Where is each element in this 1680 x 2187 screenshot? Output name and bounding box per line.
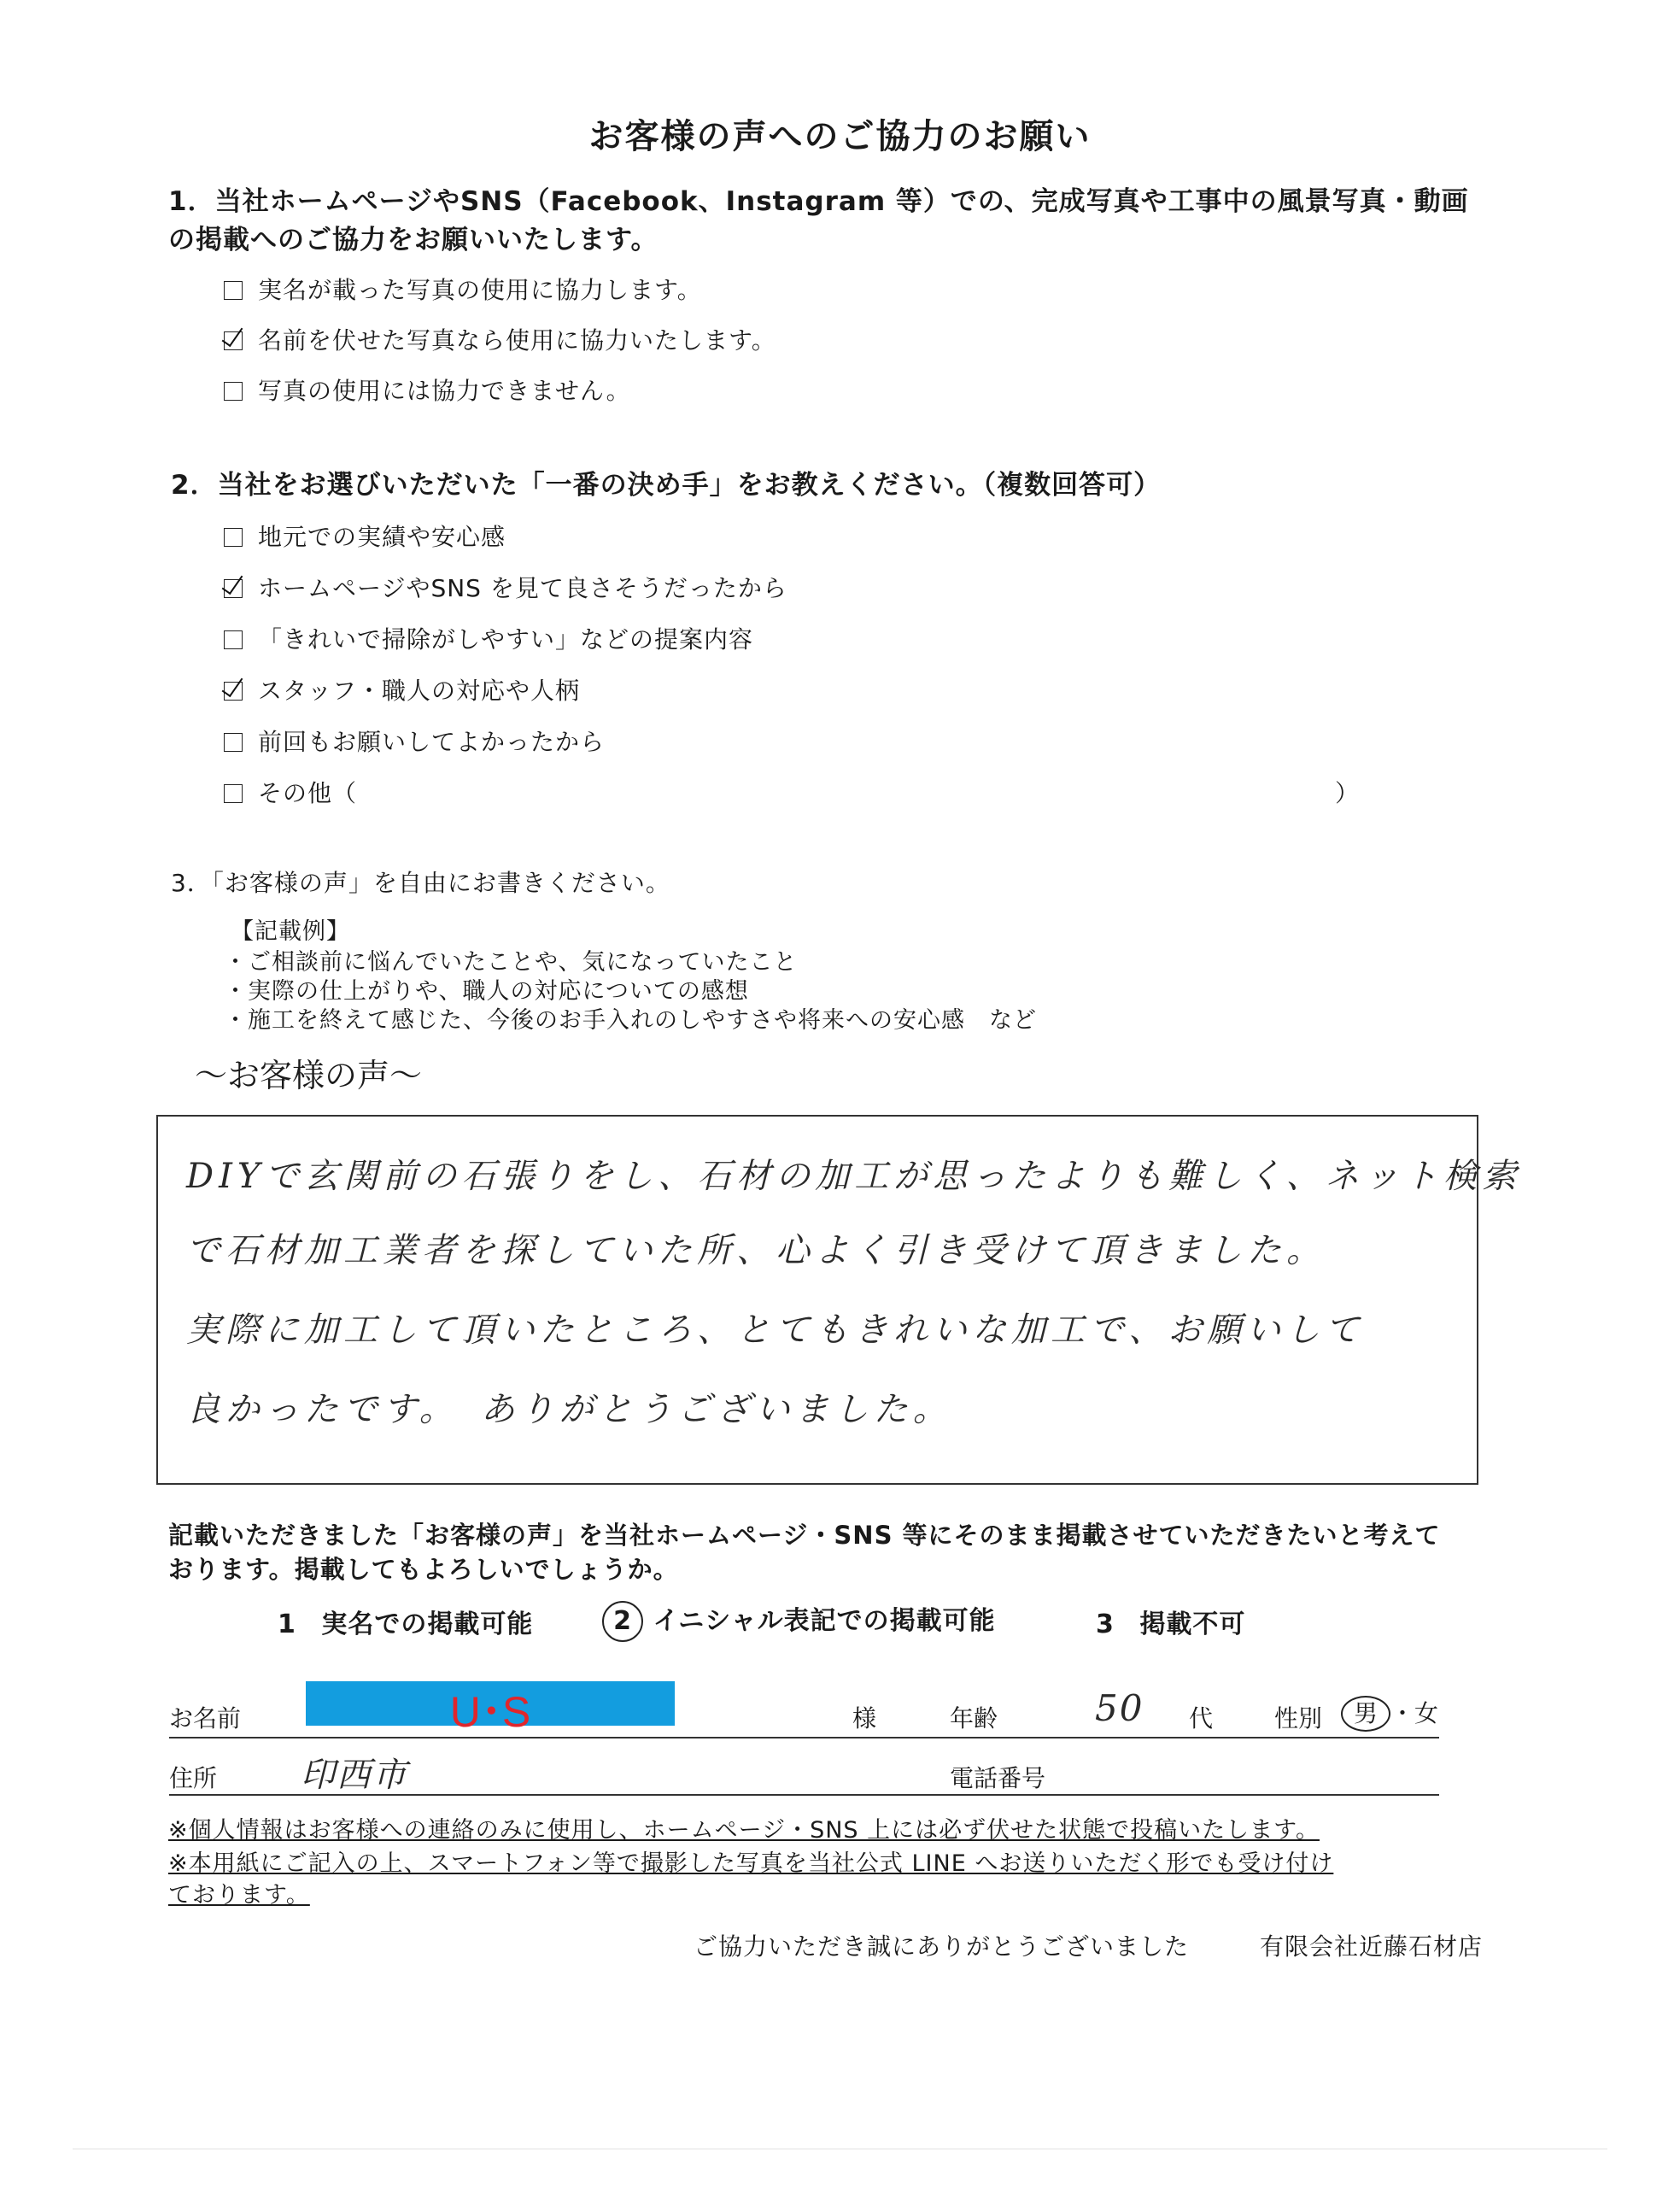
option-label: その他（	[258, 779, 358, 807]
option-label: 実名での掲載可能	[321, 1609, 534, 1639]
checkbox-checked[interactable]	[224, 579, 243, 598]
gender-selector[interactable]	[1341, 1695, 1438, 1732]
selected-circle: 2	[602, 1601, 643, 1642]
option-label: イニシャル表記での掲載可能	[653, 1606, 996, 1636]
gender-separator: ・	[1390, 1699, 1415, 1727]
q1-option-2[interactable]	[224, 322, 776, 356]
voice-line: で石材加工業者を探していた所、心よく引き受けて頂きました。	[186, 1231, 1326, 1270]
checkbox[interactable]	[224, 528, 243, 547]
name-label: お名前	[169, 1704, 242, 1733]
voice-heading: ～お客様の声～	[195, 1057, 423, 1094]
checkbox[interactable]	[224, 733, 243, 752]
option-label: 実名が載った写真の使用に協力します。	[258, 276, 702, 304]
age-label: 年齢	[950, 1704, 998, 1733]
consent-line1: 記載いただきました「お客様の声」を当社ホームページ・SNS 等にそのまま掲載させていただきたいと考えて	[168, 1521, 1441, 1550]
option-label: スタッフ・職人の対応や人柄	[258, 677, 581, 705]
option-label: ホームページやSNS を見て良さそうだったから	[258, 574, 787, 602]
option-label: 前回もお願いしてよかったから	[258, 728, 606, 756]
voice-line: 実際に加工して頂いたところ、とてもきれいな加工で、お願いして	[186, 1310, 1365, 1350]
option-label: 名前を伏せた写真なら使用に協力いたします。	[258, 326, 776, 355]
name-row-underline	[169, 1737, 1439, 1738]
gender-label: 性別	[1274, 1704, 1323, 1733]
other-close-paren: ）	[1335, 779, 1361, 807]
checkbox[interactable]	[224, 784, 243, 803]
phone-label: 電話番号	[950, 1764, 1046, 1792]
note-line: ております。	[168, 1882, 310, 1908]
name-field[interactable]: U･S	[449, 1688, 531, 1736]
q2-option-other[interactable]	[224, 775, 357, 809]
gender-male-selected[interactable]: 男	[1341, 1696, 1390, 1732]
consent-option-2[interactable]	[602, 1599, 996, 1642]
gender-female[interactable]: 女	[1414, 1699, 1439, 1727]
q1-option-1[interactable]	[224, 272, 702, 306]
address-label: 住所	[169, 1764, 218, 1792]
checkbox[interactable]	[224, 382, 243, 401]
checkbox[interactable]	[224, 281, 243, 300]
q2-option-1[interactable]	[224, 519, 506, 553]
checkbox-checked[interactable]	[224, 331, 243, 350]
address-field[interactable]: 印西市	[301, 1756, 408, 1795]
note-privacy: ※個人情報はお客様への連絡のみに使用し、ホームページ・SNS 上には必ず伏せた状態で投稿いたします。	[168, 1817, 1320, 1844]
q2-option-4[interactable]	[224, 672, 580, 707]
q2-option-5[interactable]	[224, 724, 605, 758]
consent-line2: おります。掲載してもよろしいでしょうか。	[168, 1555, 679, 1584]
q3-heading: 3．「お客様の声」を自由にお書きください。	[171, 869, 670, 897]
consent-option-3[interactable]	[1096, 1603, 1245, 1640]
q2-heading: 2．当社をお選びいただいた「一番の決め手」をお教えください。（複数回答可）	[171, 470, 1162, 501]
checkbox[interactable]	[224, 630, 243, 649]
option-label: 写真の使用には協力できません。	[258, 377, 631, 405]
example-item: ・ご相談前に悩んでいたことや、気になっていたこと	[224, 949, 798, 976]
page-title: お客様の声へのご協力のお願い	[588, 117, 1092, 156]
voice-line: DIYで玄関前の石張りをし、石材の加工が思ったよりも難しく、ネット検索	[186, 1157, 1522, 1196]
consent-option-1[interactable]	[278, 1603, 533, 1640]
example-item: ・実際の仕上がりや、職人の対応についての感想	[224, 978, 749, 1005]
honorific: 様	[852, 1704, 877, 1733]
option-number: 1	[278, 1609, 296, 1639]
q1-heading-line1: 1．当社ホームページやSNS（Facebook、Instagram 等）での、完成写真や工事中の風景写真・動画	[168, 186, 1469, 217]
age-field[interactable]: 50	[1095, 1687, 1144, 1729]
q1-option-3[interactable]	[224, 372, 631, 407]
checkbox-checked[interactable]	[224, 682, 243, 701]
option-label: 地元での実績や安心感	[258, 523, 506, 551]
q2-option-3[interactable]	[224, 621, 753, 655]
address-row-underline	[169, 1794, 1439, 1796]
example-item: ・施工を終えて感じた、今後のお手入れのしやすさや将来への安心感 など	[224, 1007, 1037, 1034]
example-title: 【記載例】	[231, 918, 350, 945]
option-label: 掲載不可	[1139, 1609, 1246, 1639]
option-label: 「きれいで掃除がしやすい」などの提案内容	[258, 625, 754, 654]
thanks-text: ご協力いただき誠にありがとうございました	[694, 1932, 1190, 1961]
option-number: 3	[1096, 1609, 1115, 1639]
note-line: ※本用紙にご記入の上、スマートフォン等で撮影した写真を当社公式 LINE へお送りいただく形でも受け付け	[168, 1850, 1334, 1877]
q2-option-2[interactable]	[224, 570, 787, 604]
company-name: 有限会社近藤石材店	[1260, 1932, 1484, 1961]
q1-heading-line2: の掲載へのご協力をお願いいたします。	[168, 225, 659, 255]
age-suffix: 代	[1189, 1704, 1214, 1733]
voice-line: 良かったです。 ありがとうございました。	[186, 1390, 952, 1429]
